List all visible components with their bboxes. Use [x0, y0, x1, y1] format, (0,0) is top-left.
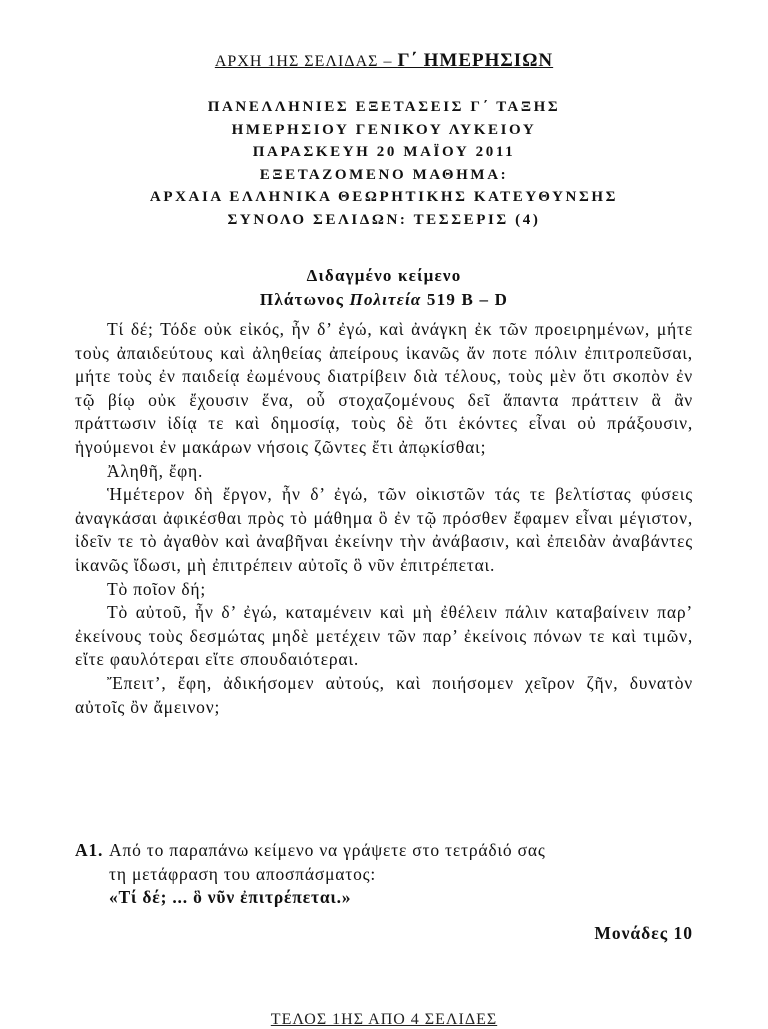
- question-units: Μονάδες 10: [594, 922, 693, 943]
- question-instruction-line1: Από το παραπάνω κείμενο να γράψετε στο τετράδιό σας: [109, 840, 546, 860]
- total-pages: ΣΥΝΟΛΟ ΣΕΛΙΔΩΝ: ΤΕΣΣΕΡΙΣ (4): [227, 211, 541, 228]
- passage-paragraph: Τὸ αὐτοῦ, ἦν δ’ ἐγώ, καταμένειν καὶ μὴ ἐθέλειν πάλιν καταβαίνειν παρ’ ἐκείνους τοὺς δεσμώτας μηδὲ μετέχειν τῶν παρ’ ἐκείνοις πόνων τε καὶ τιμῶν, εἴτε φαυλότεραι εἴτε σπουδαιότεραι.: [75, 602, 693, 670]
- passage-paragraph: Τὸ ποῖον δή;: [107, 578, 207, 599]
- work-title: Πολιτεία: [349, 290, 422, 309]
- subject-name: ΑΡΧΑΙΑ ΕΛΛΗΝΙΚΑ ΘΕΩΡΗΤΙΚΗΣ ΚΑΤΕΥΘΥΝΣΗΣ: [149, 189, 619, 205]
- exam-title: ΠΑΝΕΛΛΗΝΙΕΣ ΕΞΕΤΑΣΕΙΣ Γ΄ ΤΑΞΗΣ: [207, 99, 561, 115]
- exam-date: ΠΑΡΑΣΚΕΥΗ 20 ΜΑΪΟΥ 2011: [252, 144, 516, 160]
- question-row: [75, 839, 693, 863]
- passage-paragraph: Τί δέ; Τόδε οὐκ εἰκός, ἦν δ’ ἐγώ, καὶ ἀνάγκη ἐκ τῶν προειρημένων, μήτε τοὺς ἀπαιδεύτους καὶ ἀληθείας ἀπείρους ἱκανῶς ἄν ποτε πόλιν ἐπιτροπεῦσαι, μήτε τοὺς ἐν παιδείᾳ ἐωμένους διατρίβειν διὰ τέλους, τοὺς μὲν ὅτι σκοπὸν ἐν τῷ βίῳ οὐκ ἔχουσιν ἕνα, οὗ στοχαζομένους δεῖ ἅπαντα πράττειν ἃ ἂν πράττωσιν ἰδίᾳ τε καὶ δημοσίᾳ, τοὺς δὲ ὅτι ἑκόντες εἶναι οὐ πράξουσιν, ἡγούμενοι ἐν μακάρων νήσοις ζῶντες ἔτι ἀπῳκίσθαι;: [75, 319, 693, 457]
- passage-paragraph: Ἔπειτ’, ἔφη, ἀδικήσομεν αὐτούς, καὶ ποιήσομεν χεῖρον ζῆν, δυνατὸν αὐτοῖς ὂν ἄμεινον;: [75, 672, 693, 717]
- passage-paragraph: Ἀληθῆ, ἔφη.: [107, 460, 204, 481]
- page-header: [0, 50, 768, 72]
- question-label: Α1.: [75, 840, 104, 860]
- author-name: Πλάτωνος: [259, 290, 350, 309]
- page-start-label: ΑΡΧΗ 1ΗΣ ΣΕΛΙΔΑΣ –: [214, 53, 398, 70]
- ancient-greek-passage: [75, 318, 693, 719]
- passage-paragraph: Ἡμέτερον δὴ ἔργον, ἦν δ’ ἐγώ, τῶν οἰκιστῶν τάς τε βελτίστας φύσεις ἀναγκάσαι ἀφικέσθαι πρὸς τὸ μάθημα ὃ ἐν τῷ πρόσθεν ἔφαμεν εἶναι μέγιστον, ἰδεῖν τε τὸ ἀγαθὸν καὶ ἀναβῆναι ἐκείνην τὴν ἀνάβασιν, καὶ ἐπειδὰν ἀναβάντες ἱκανῶς ἴδωσι, μὴ ἐπιτρέπειν αὐτοῖς ὃ νῦν ἐπιτρέπεται.: [75, 484, 693, 575]
- school-type: ΗΜΕΡΗΣΙΟΥ ΓΕΝΙΚΟΥ ΛΥΚΕΙΟΥ: [231, 121, 537, 138]
- text-source: [0, 288, 768, 312]
- text-heading-title: Διδαγμένο κείμενο: [306, 266, 462, 285]
- passage-reference: 519 Β – D: [421, 290, 509, 309]
- page-footer: ΤΕΛΟΣ 1ΗΣ ΑΠΟ 4 ΣΕΛΙΔΕΣ: [270, 1011, 498, 1028]
- text-heading: [0, 264, 768, 312]
- question-a1: [75, 839, 693, 945]
- question-instruction-line2: τη μετάφραση του αποσπάσματος:: [109, 863, 377, 884]
- subject-label: ΕΞΕΤΑΖΟΜΕΝΟ ΜΑΘΗΜΑ:: [259, 166, 509, 183]
- exam-info-block: [0, 96, 768, 231]
- session-label: Γ΄ ΗΜΕΡΗΣΙΩΝ: [397, 50, 554, 71]
- question-excerpt: «Τί δέ; ... ὃ νῦν ἐπιτρέπεται.»: [109, 887, 352, 908]
